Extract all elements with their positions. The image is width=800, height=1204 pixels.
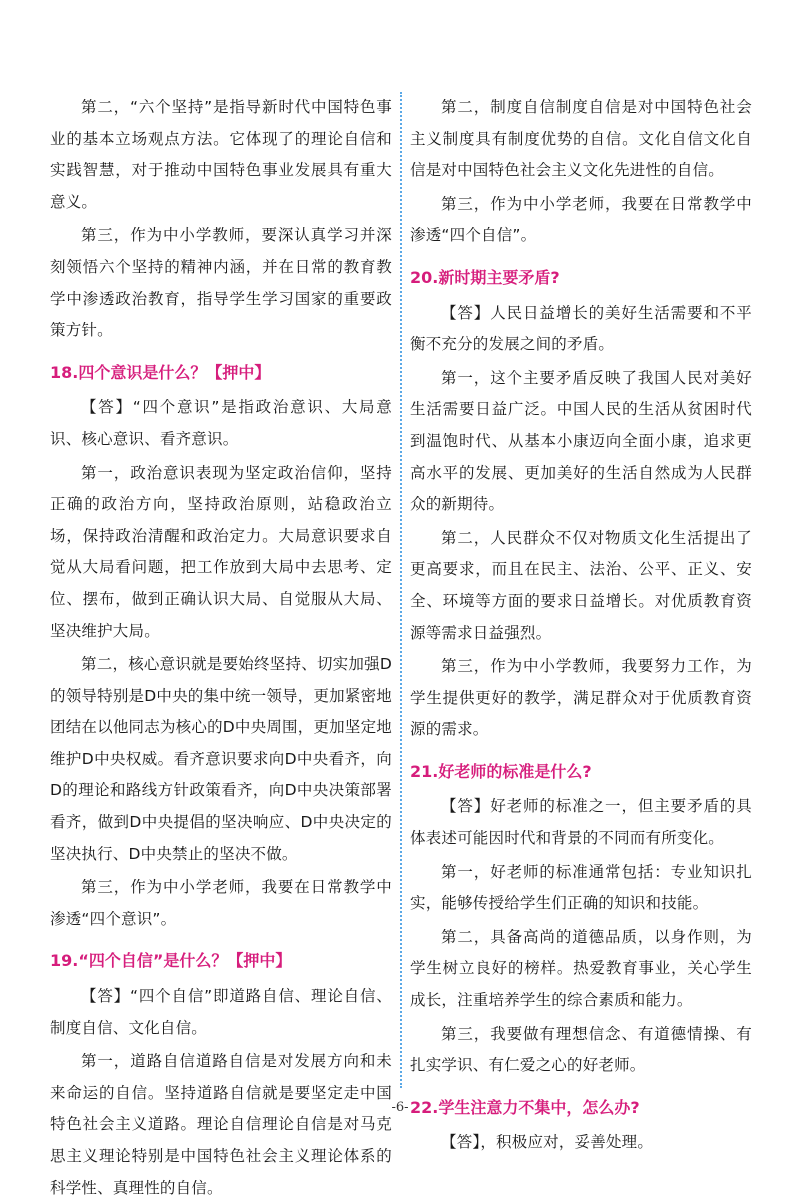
paragraph: 第二，人民群众不仅对物质文化生活提出了更高要求，而且在民主、法治、公平、正义、安全、环境等方面的要求日益增长。对优质教育资源等需求日益强烈。 [410, 528, 752, 642]
left-column [50, 92, 392, 1204]
answer-paragraph: 【答】，积极应对，妥善处理。 [441, 1133, 654, 1152]
paragraph: 第三，作为中小学老师，我要在日常教学中渗透“四个意识”。 [50, 878, 392, 928]
paragraph: 第一，这个主要矛盾反映了我国人民对美好生活需要日益广泛。中国人民的生活从贫困时代到温饱时代、从基本小康迈向全面小康，追求更高水平的发展、更加美好的生活自然成为人民群众的新期待。 [410, 368, 752, 514]
question-heading-18: 18.四个意识是什么？【押中】 [50, 362, 271, 382]
answer-paragraph: 【答】“四个自信”即道路自信、理论自信、制度自信、文化自信。 [50, 987, 392, 1037]
question-heading-21: 21.好老师的标准是什么? [410, 761, 592, 781]
answer-paragraph: 【答】好老师的标准之一，但主要矛盾的具体表述可能因时代和背景的不同而有所变化。 [410, 797, 752, 848]
question-heading-19: 19.“四个自信”是什么？【押中】 [50, 951, 292, 971]
question-heading-20: 20.新时期主要矛盾? [410, 267, 560, 287]
answer-paragraph: 【答】人民日益增长的美好生活需要和不平衡不充分的发展之间的矛盾。 [410, 303, 752, 354]
paragraph: 第三，作为中小学教师，要深认真学习并深刻领悟六个坚持的精神内涵，并在日常的教育教学中渗透政治教育，指导学生学习国家的重要政策方针。 [50, 226, 392, 340]
column-divider [400, 92, 402, 1088]
paragraph: 第一，政治意识表现为坚定政治信仰，坚持正确的政治方向，坚持政治原则，站稳政治立场，保持政治清醒和政治定力。大局意识要求自觉从大局看问题，把工作放到大局中去思考、定位、摆布，做到正确认识大局、自觉服从大局、坚决维护大局。 [50, 463, 392, 640]
paragraph: 第二，具备高尚的道德品质，以身作则，为学生树立良好的榜样。热爱教育事业，关心学生成长，注重培养学生的综合素质和能力。 [410, 927, 752, 1010]
paragraph: 第二，核心意识就是要始终坚持、切实加强D的领导特别是D中央的集中统一领导，更加紧密地团结在以他同志为核心的D中央周围，更加坚定地维护D中央权威。看齐意识要求向D中央看齐，向D的理论和路线方针政策看齐，向D中央决策部署看齐，做到D中央提倡的坚决响应、D中央决定的坚决执行、D中央禁止的坚决不做。 [50, 655, 392, 863]
question-heading-22: 22.学生注意力不集中，怎么办? [410, 1097, 640, 1117]
paragraph: 第一，好老师的标准通常包括：专业知识扎实，能够传授给学生们正确的知识和技能。 [410, 862, 752, 913]
paragraph: 第二，“六个坚持”是指导新时代中国特色事业的基本立场观点方法。它体现了的理论自信和实践智慧，对于推动中国特色事业发展具有重大意义。 [50, 98, 392, 211]
right-column [410, 92, 752, 1159]
paragraph: 第一，道路自信道路自信是对发展方向和未来命运的自信。坚持道路自信就是要坚定走中国特色社会主义道路。理论自信理论自信是对马克思主义理论特别是中国特色社会主义理论体系的科学性、真理性的自信。 [50, 1052, 392, 1197]
paragraph: 第三，作为中小学教师，我要努力工作，为学生提供更好的教学，满足群众对于优质教育资源的需求。 [410, 657, 752, 739]
paragraph: 第三，作为中小学老师，我要在日常教学中渗透“四个自信”。 [410, 194, 752, 245]
paragraph: 第三，我要做有理想信念、有道德情操、有扎实学识、有仁爱之心的好老师。 [410, 1024, 752, 1075]
paragraph: 第二，制度自信制度自信是对中国特色社会主义制度具有制度优势的自信。文化自信文化自信是对中国特色社会主义文化先进性的自信。 [410, 98, 752, 180]
page-number: -6- [391, 1100, 409, 1115]
answer-paragraph: 【答】“四个意识”是指政治意识、大局意识、核心意识、看齐意识。 [50, 398, 392, 448]
